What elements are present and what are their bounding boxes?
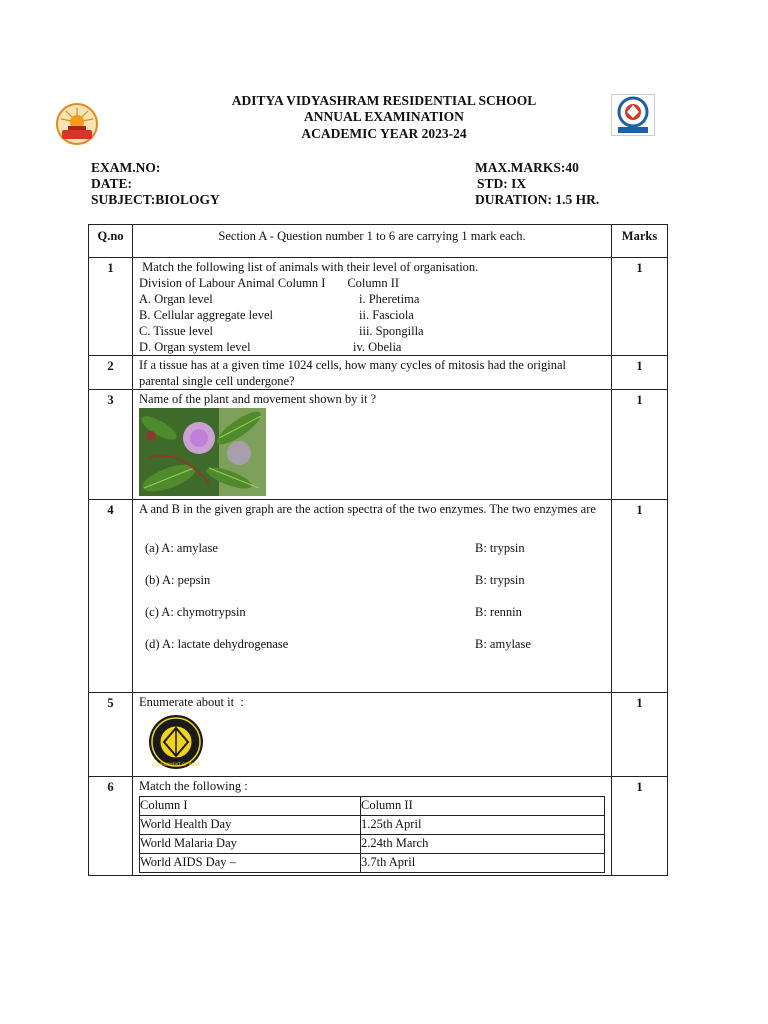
option-a xyxy=(145,540,605,556)
question-text: Name of the plant and movement shown by it ? xyxy=(139,392,377,406)
question-text: If a tissue has at a given time 1024 cells, how many cycles of mitosis had the original parental single cell undergone? xyxy=(133,356,612,390)
match-header-row xyxy=(140,797,605,816)
question-marks: 1 xyxy=(612,777,668,876)
option-a-enzyme: (c) A: chymotrypsin xyxy=(145,605,246,619)
question-text: Enumerate about it : xyxy=(139,695,244,709)
question-text: A and B in the given graph are the action spectra of the two enzymes. The two enzymes are xyxy=(139,502,596,516)
academic-year: ACADEMIC YEAR 2023-24 xyxy=(301,126,467,141)
question-marks: 1 xyxy=(612,356,668,390)
match-pair xyxy=(139,339,605,355)
section-header: Section A - Question number 1 to 6 are carrying 1 mark each. xyxy=(133,225,612,258)
question-marks: 1 xyxy=(612,500,668,693)
question-row-2 xyxy=(89,356,668,390)
question-number: 3 xyxy=(89,390,133,500)
pair-right: iii. Spongilla xyxy=(359,324,424,338)
question-row-5 xyxy=(89,693,668,777)
pair-left: D. Organ system level xyxy=(139,340,251,354)
match-pair xyxy=(139,291,605,307)
question-row-4 xyxy=(89,500,668,693)
question-body xyxy=(133,693,612,777)
exam-no-label: EXAM.NO: xyxy=(91,160,161,175)
match-pair xyxy=(139,307,605,323)
pair-right: iv. Obelia xyxy=(353,340,402,354)
question-number: 5 xyxy=(89,693,133,777)
pair-right: ii. Fasciola xyxy=(359,308,414,322)
column-heading-line: Division of Labour Animal Column I Column II xyxy=(139,276,400,290)
question-text: Match the following : xyxy=(139,779,248,793)
table-row xyxy=(140,816,605,835)
pair-left: C. Tissue level xyxy=(139,324,213,338)
question-body xyxy=(133,500,612,693)
question-marks: 1 xyxy=(612,390,668,500)
question-row-3 xyxy=(89,390,668,500)
question-body xyxy=(133,777,612,876)
pair-left: B. Cellular aggregate level xyxy=(139,308,273,322)
match-col2-header: Column II xyxy=(361,797,605,816)
marks-header: Marks xyxy=(612,225,668,258)
emblem-text: GOVERNMENT OF INDIA xyxy=(152,762,200,767)
question-body xyxy=(133,390,612,500)
match-pair xyxy=(139,323,605,339)
table-row xyxy=(140,835,605,854)
duration-label: DURATION: 1.5 HR. xyxy=(475,192,600,207)
match-cell-left: World AIDS Day – xyxy=(140,854,361,873)
pair-left: A. Organ level xyxy=(139,292,213,306)
nabet-logo xyxy=(611,94,655,136)
match-table xyxy=(139,796,605,873)
match-cell-right: 1.25th April xyxy=(361,816,605,835)
match-col1-header: Column I xyxy=(140,797,361,816)
school-name: ADITYA VIDYASHRAM RESIDENTIAL SCHOOL xyxy=(231,93,537,108)
option-a-enzyme: (b) A: pepsin xyxy=(145,573,211,587)
option-a-enzyme: (a) A: amylase xyxy=(145,541,218,555)
question-marks: 1 xyxy=(612,258,668,356)
option-d xyxy=(145,636,605,652)
question-number: 1 xyxy=(89,258,133,356)
option-b-enzyme: B: trypsin xyxy=(475,541,525,555)
table-header-row xyxy=(89,225,668,258)
max-marks-label: MAX.MARKS:40 xyxy=(475,160,579,175)
qno-header: Q.no xyxy=(89,225,133,258)
option-b-enzyme: B: amylase xyxy=(475,637,531,651)
option-b-enzyme: B: trypsin xyxy=(475,573,525,587)
exam-title: ANNUAL EXAMINATION xyxy=(304,109,464,124)
match-cell-left: World Malaria Day xyxy=(140,835,361,854)
question-row-6 xyxy=(89,777,668,876)
question-row-1 xyxy=(89,258,668,356)
plant-image xyxy=(139,408,266,496)
std-label: STD: IX xyxy=(477,176,527,191)
isi-emblem xyxy=(148,714,204,770)
school-logo xyxy=(54,102,100,146)
option-a-enzyme: (d) A: lactate dehydrogenase xyxy=(145,637,289,651)
question-number: 2 xyxy=(89,356,133,390)
question-marks: 1 xyxy=(612,693,668,777)
question-body xyxy=(133,258,612,356)
subject-label: SUBJECT:BIOLOGY xyxy=(91,192,220,207)
question-number: 4 xyxy=(89,500,133,693)
option-c xyxy=(145,604,605,620)
match-cell-left: World Health Day xyxy=(140,816,361,835)
pair-right: i. Pheretima xyxy=(359,292,420,306)
question-table xyxy=(88,224,668,876)
match-cell-right: 2.24th March xyxy=(361,835,605,854)
match-cell-right: 3.7th April xyxy=(361,854,605,873)
question-number: 6 xyxy=(89,777,133,876)
option-b-enzyme: B: rennin xyxy=(475,605,522,619)
table-row xyxy=(140,854,605,873)
question-text: Match the following list of animals with their level of organisation. xyxy=(139,260,479,274)
date-label: DATE: xyxy=(91,176,133,191)
option-b xyxy=(145,572,605,588)
